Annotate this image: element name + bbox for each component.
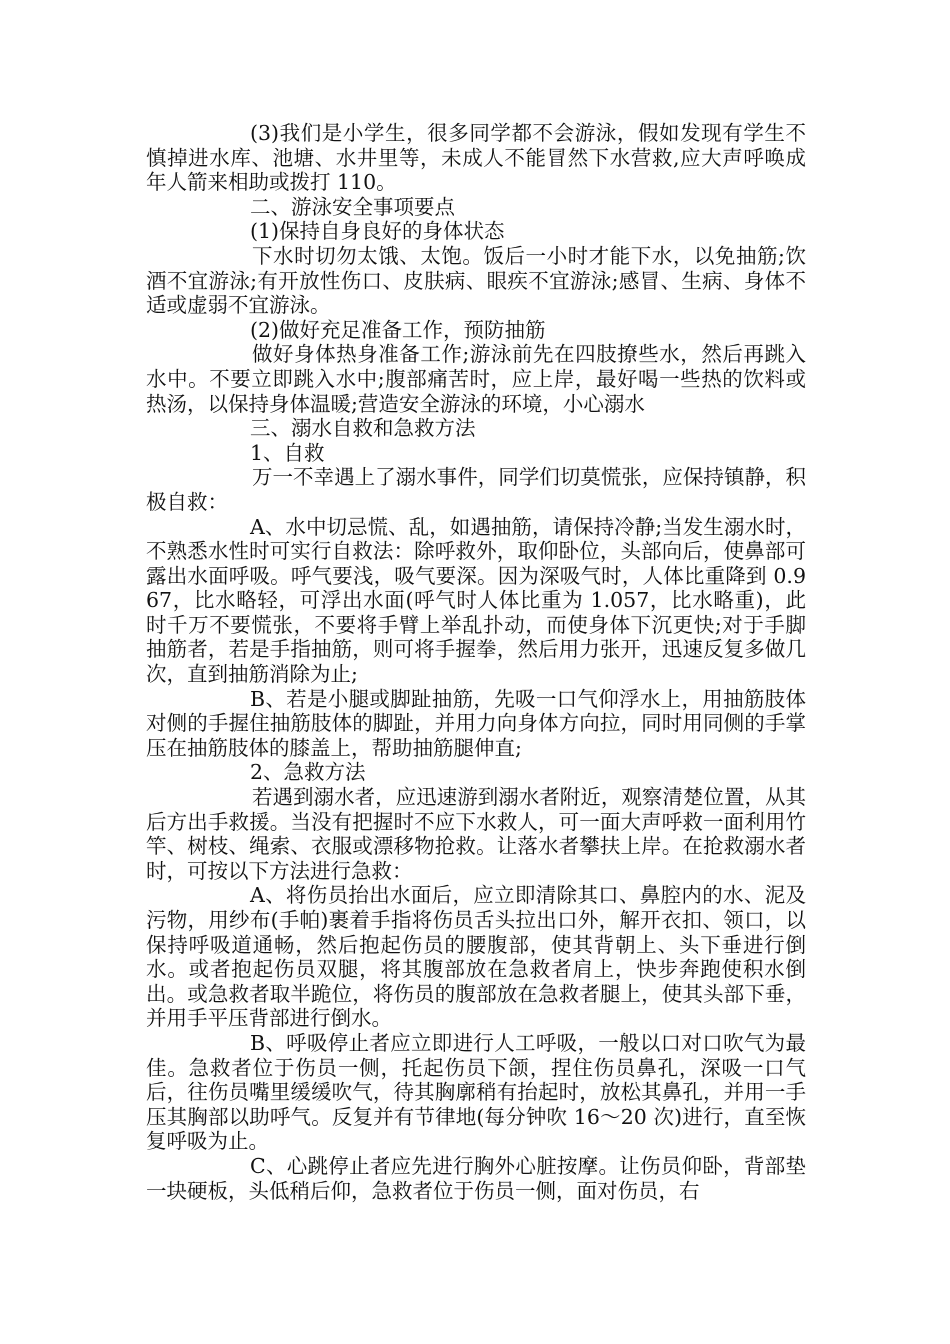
subheading-body-condition: (1)保持自身良好的身体状态 (250, 219, 505, 244)
paragraph-self-rescue-b: B、若是小腿或脚趾抽筋，先吸一口气仰浮水上，用抽筋肢体对侧的手握住抽筋肢体的脚趾，并用力向身体方向拉，同时用同侧的手掌压在抽筋肢体的膝盖上，帮助抽筋腿伸直; (146, 686, 806, 760)
paragraph-first-aid-a: A、将伤员抬出水面后，应立即清除其口、鼻腔内的水、泥及污物，用纱布(手帕)裹着手指将伤员舌头拉出口外，解开衣扣、领口，以保持呼吸道通畅，然后抱起伤员的腰腹部，使其背朝上、头下垂进行倒水。或者抱起伤员双腿，将其腹部放在急救者肩上，快步奔跑使积水倒出。或急救者取半跪位，将伤员的腹部放在急救者腿上，使其头部下垂，并用手平压背部进行倒水。 (146, 883, 806, 1031)
paragraph-first-aid-b: B、呼吸停止者应立即进行人工呼吸，一般以口对口吹气为最佳。急救者位于伤员一侧，托起伤员下颌，捏住伤员鼻孔，深吸一口气后，往伤员嘴里缓缓吹气，待其胸廓稍有抬起时，放松其鼻孔，并用一手压其胸部以助呼气。反复并有节律地(每分钟吹 16～20 次)进行，直至恢复呼吸为止。 (146, 1030, 806, 1154)
paragraph-body-condition: 下水时切勿太饿、太饱。饭后一小时才能下水，以免抽筋;饮酒不宜游泳;有开放性伤口、皮肤病、眼疾不宜游泳;感冒、生病、身体不适或虚弱不宜游泳。 (146, 243, 806, 318)
subheading-self-rescue: 1、自救 (250, 440, 325, 465)
subheading-first-aid: 2、急救方法 (250, 760, 366, 785)
paragraph-self-rescue-a: A、水中切忌慌、乱，如遇抽筋，请保持冷静;当发生溺水时，不熟悉水性时可实行自救法：除呼救外，取仰卧位，头部向后，使鼻部可露出水面呼吸。呼气要浅，吸气要深。因为深吸气时，人体比重降到 0.967，比水略轻，可浮出水面(呼气时人体比重为 1.057，比水略重)，此时千万不要慌张，不要将手臂上举乱扑动，而使身体下沉更快;对于手脚抽筋者，若是手指抽筋，则可将手握拳，然后用力张开，迅速反复多做几次，直到抽筋消除为止; (146, 514, 806, 687)
subheading-prevent-cramps: (2)做好充足准备工作，预防抽筋 (250, 317, 546, 342)
document-page (146, 121, 806, 1203)
paragraph-first-aid-intro: 若遇到溺水者，应迅速游到溺水者附近，观察清楚位置，从其后方出手救援。当没有把握时不应下水救人，可一面大声呼救一面利用竹竿、树枝、绳索、衣服或漂移物抢救。让落水者攀扶上岸。在抢救溺水者时，可按以下方法进行急救： (146, 785, 806, 883)
section-heading-drowning-rescue: 三、溺水自救和急救方法 (250, 416, 476, 441)
section-heading-swimming-safety: 二、游泳安全事项要点 (250, 194, 455, 219)
paragraph-prevent-cramps: 做好身体热身准备工作;游泳前先在四肢撩些水，然后再跳入水中。不要立即跳入水中;腹部痛苦时，应上岸，最好喝一些热的饮料或热汤，以保持身体温暖;营造安全游泳的环境，小心溺水 (146, 342, 806, 416)
paragraph-first-aid-c: C、心跳停止者应先进行胸外心脏按摩。让伤员仰卧，背部垫一块硬板，头低稍后仰，急救者位于伤员一侧，面对伤员，右 (146, 1153, 806, 1203)
paragraph-self-rescue-intro: 万一不幸遇上了溺水事件，同学们切莫慌张，应保持镇静，积极自救： (146, 465, 806, 514)
paragraph-rescue-note: (3)我们是小学生，很多同学都不会游泳，假如发现有学生不慎掉进水库、池塘、水井里等，未成人不能冒然下水营救,应大声呼唤成年人箭来相助或拨打 110。 (146, 121, 806, 195)
